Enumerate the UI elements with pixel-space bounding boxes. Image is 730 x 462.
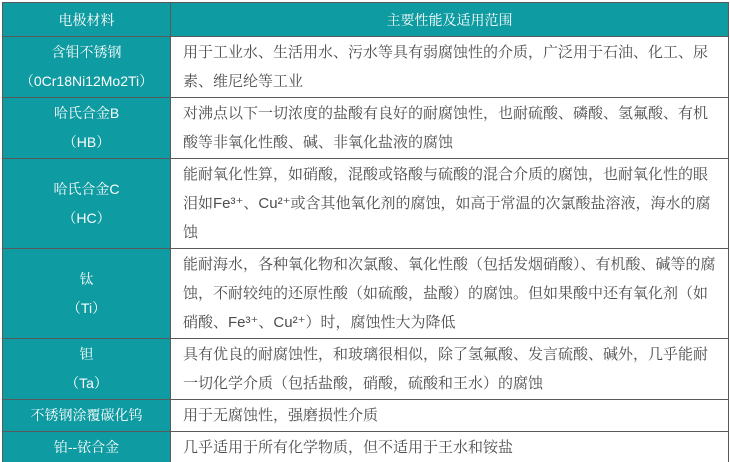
table-row xyxy=(3,159,729,249)
description-cell: 用于无腐蚀性，强磨损性介质 xyxy=(171,400,729,432)
material-cell xyxy=(3,339,171,400)
material-cell xyxy=(3,400,171,432)
table-row xyxy=(3,37,729,98)
table-row xyxy=(3,400,729,432)
table-row xyxy=(3,339,729,400)
description-cell: 用于工业水、生活用水、污水等具有弱腐蚀性的介质，广泛用于石油、化工、尿素、维尼纶等工业 xyxy=(171,37,729,98)
header-row xyxy=(3,3,729,37)
electrode-material-table xyxy=(2,2,729,462)
table-row xyxy=(3,432,729,462)
material-name-line: （0Cr18Ni12Mo2Ti） xyxy=(19,73,154,89)
material-cell xyxy=(3,432,171,462)
header-cell-performance: 主要性能及适用范围 xyxy=(171,3,729,37)
header-cell-material: 电极材料 xyxy=(3,3,171,37)
material-name-line: 不锈钢涂覆碳化钨 xyxy=(30,407,143,423)
description-cell: 几乎适用于所有化学物质，但不适用于王水和铵盐 xyxy=(171,432,729,462)
table-body xyxy=(3,37,729,462)
description-cell: 具有优良的耐腐蚀性，和玻璃很相似，除了氢氟酸、发言硫酸、碱外，几乎能耐一切化学介质（包括盐酸，硝酸，硫酸和王水）的腐蚀 xyxy=(171,339,729,400)
material-name-line: 哈氏合金C xyxy=(53,180,120,197)
material-cell xyxy=(3,37,171,98)
material-name-line: （Ti） xyxy=(66,299,107,316)
description-cell: 对沸点以下一切浓度的盐酸有良好的耐腐蚀性，也耐硫酸、磷酸、氢氟酸、有机酸等非氧化性酸、碱、非氧化盐液的腐蚀 xyxy=(171,98,729,159)
material-cell xyxy=(3,159,171,249)
description-cell: 能耐氧化性算，如硝酸，混酸或铬酸与硫酸的混合介质的腐蚀，也耐氧化性的眼泪如Fe³⁺、Cu²⁺或含其他氧化剂的腐蚀，如高于常温的次氯酸盐溶液，海水的腐蚀 xyxy=(171,159,729,249)
material-name-line: （HC） xyxy=(62,209,111,226)
material-name-line: 钛 xyxy=(79,270,94,287)
material-name-line: 钽 xyxy=(79,346,94,362)
description-cell: 能耐海水，各种氧化物和次氯酸、氧化性酸（包括发烟硝酸）、有机酸、碱等的腐蚀，不耐较纯的还原性酸（如硫酸，盐酸）的腐蚀。但如果酸中还有氧化剂（如硝酸、Fe³⁺、Cu²⁺）时，腐蚀性大为降低 xyxy=(171,249,729,339)
table-row xyxy=(3,98,729,159)
material-cell xyxy=(3,98,171,159)
material-name-line: 铂--铱合金 xyxy=(53,439,120,455)
material-name-line: （Ta） xyxy=(65,375,108,391)
material-name-line: （HB） xyxy=(62,134,111,150)
table-row xyxy=(3,249,729,339)
material-cell xyxy=(3,249,171,339)
material-name-line: 含钼不锈钢 xyxy=(51,44,122,60)
material-name-line: 哈氏合金B xyxy=(53,105,120,121)
